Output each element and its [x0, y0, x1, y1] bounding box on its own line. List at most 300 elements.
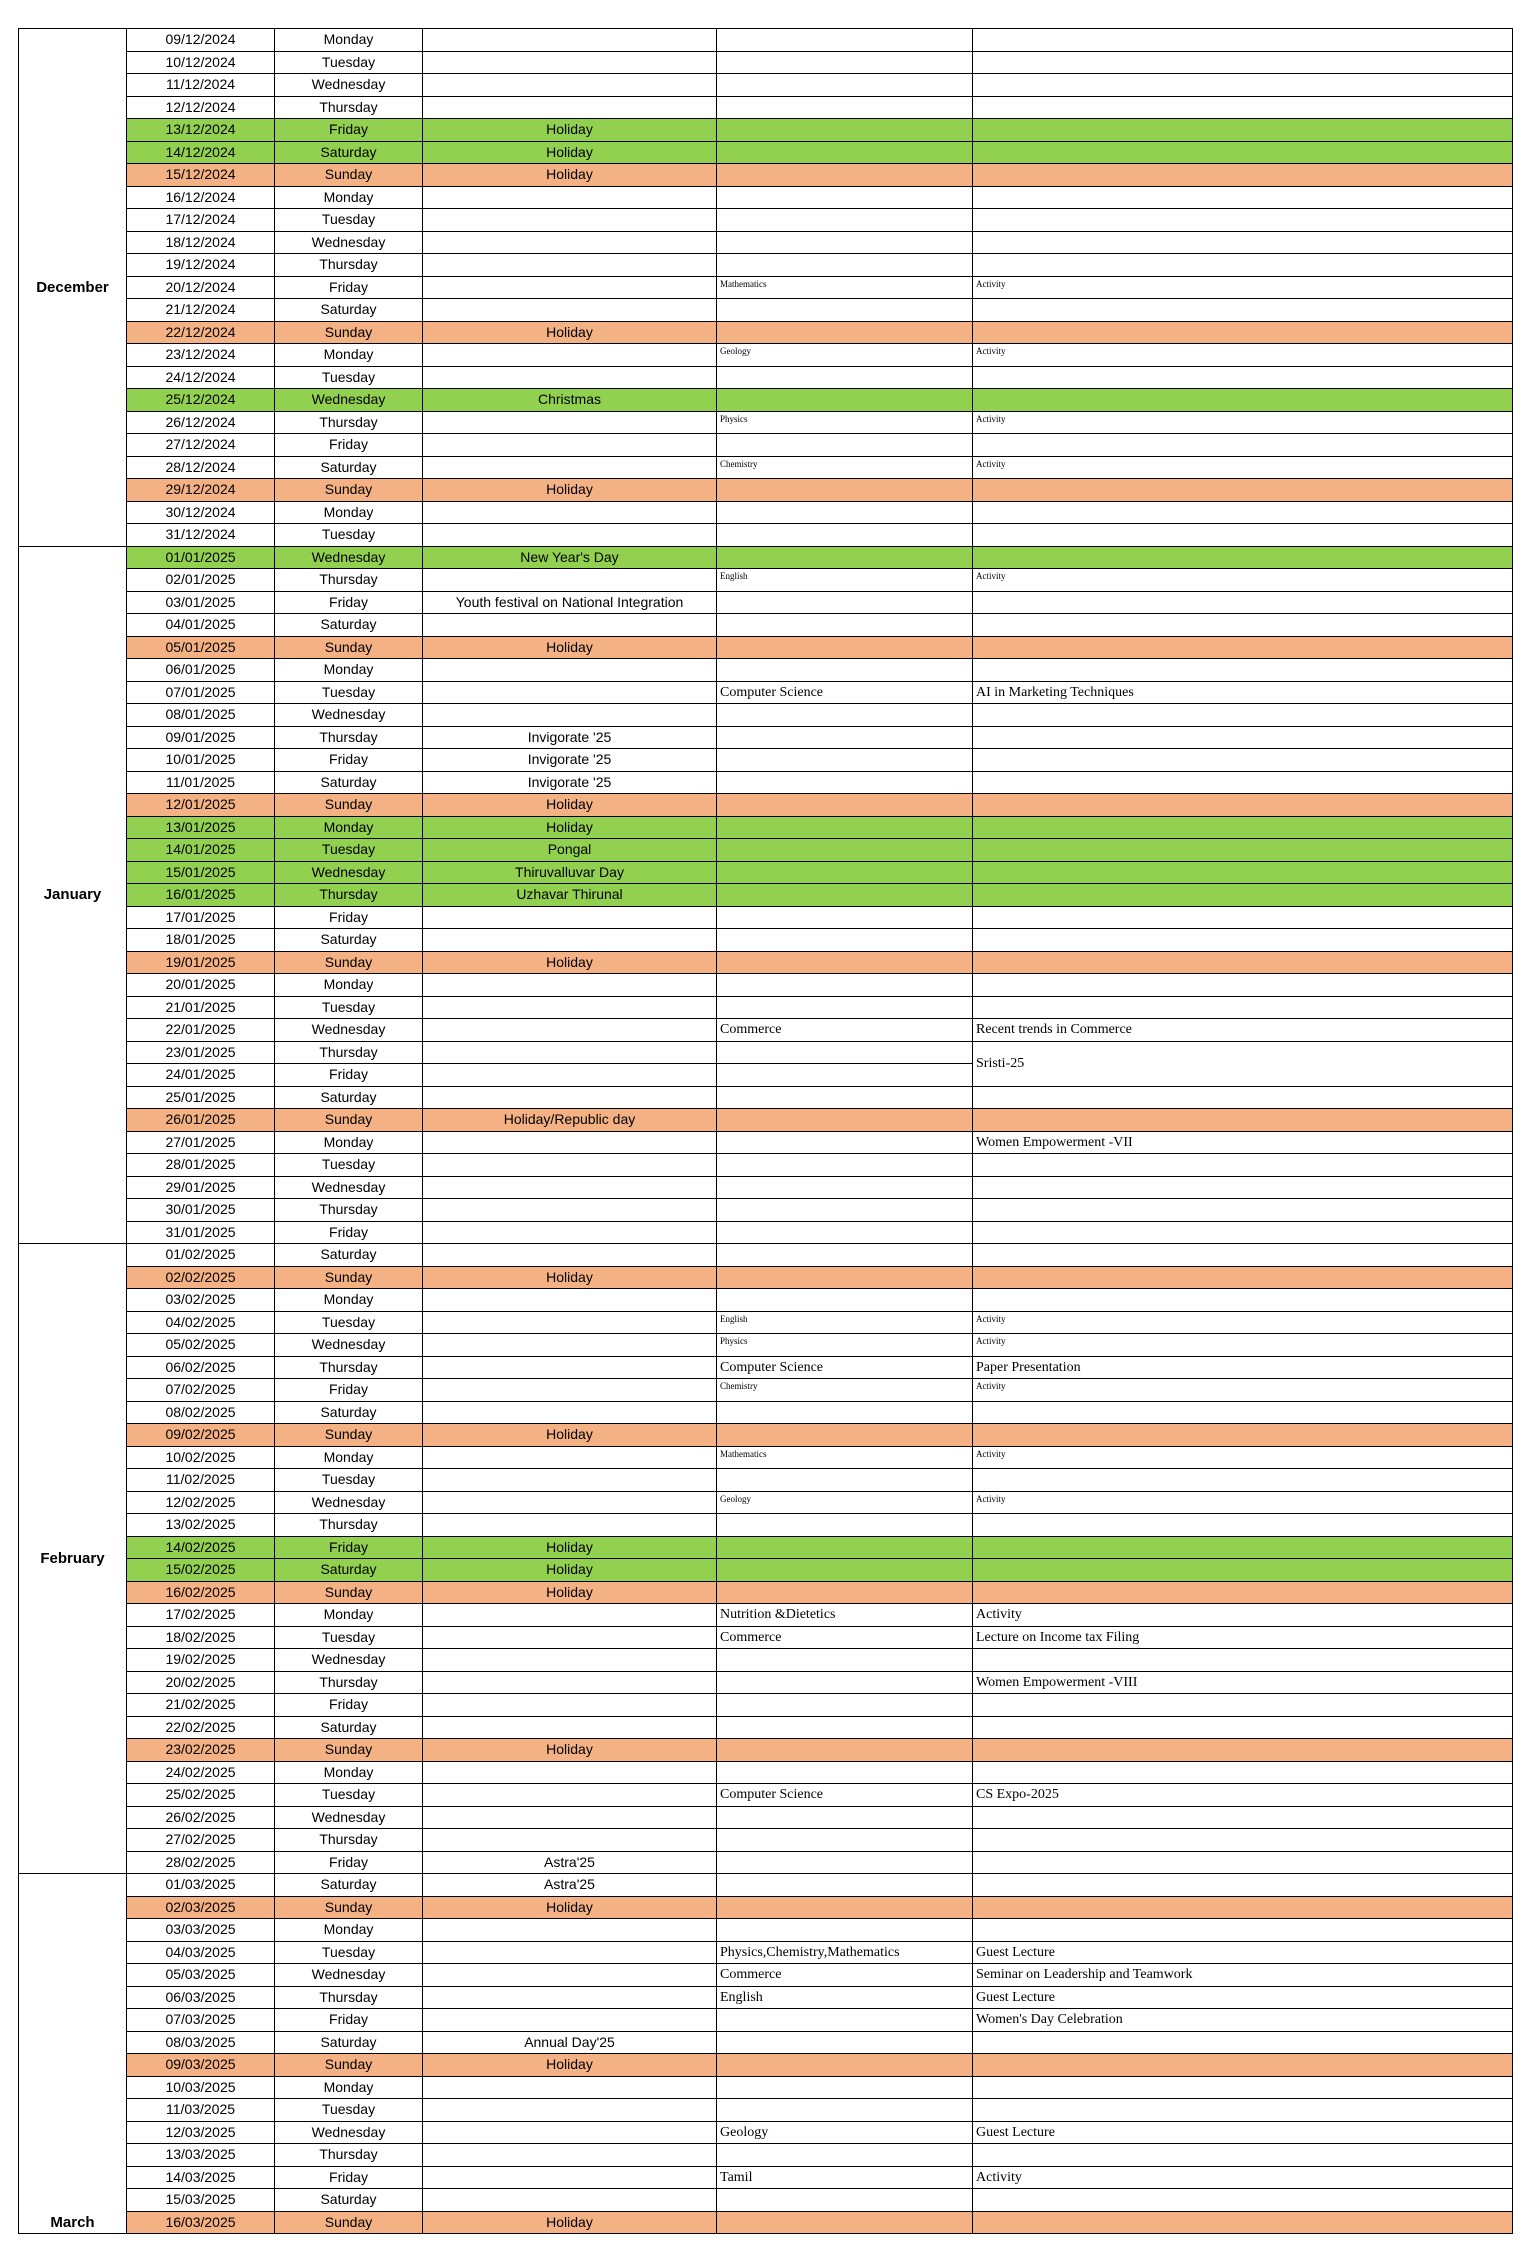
day-cell: Sunday: [275, 2211, 423, 2234]
date-cell: 22/12/2024: [127, 321, 275, 344]
program-cell: [973, 974, 1513, 997]
program-cell: Activity: [973, 276, 1513, 299]
day-cell: Saturday: [275, 299, 423, 322]
event-cell: Holiday: [423, 951, 717, 974]
department-cell: [717, 321, 973, 344]
program-cell: Guest Lecture: [973, 1941, 1513, 1964]
calendar-row: [19, 1626, 1513, 1649]
day-cell: Monday: [275, 2076, 423, 2099]
day-cell: Wednesday: [275, 704, 423, 727]
event-cell: Uzhavar Thirunal: [423, 884, 717, 907]
calendar-row: [19, 344, 1513, 367]
department-cell: [717, 1806, 973, 1829]
day-cell: Thursday: [275, 1986, 423, 2009]
calendar-row: [19, 2166, 1513, 2189]
calendar-row: [19, 1221, 1513, 1244]
department-cell: [717, 1131, 973, 1154]
calendar-row: [19, 2121, 1513, 2144]
event-cell: Thiruvalluvar Day: [423, 861, 717, 884]
department-cell: [717, 749, 973, 772]
event-cell: [423, 1176, 717, 1199]
date-cell: 14/03/2025: [127, 2166, 275, 2189]
day-cell: Saturday: [275, 1874, 423, 1897]
program-cell: [973, 1649, 1513, 1672]
calendar-row: [19, 276, 1513, 299]
program-cell: [973, 704, 1513, 727]
department-cell: [717, 2031, 973, 2054]
date-cell: 09/01/2025: [127, 726, 275, 749]
event-cell: [423, 1289, 717, 1312]
calendar-row: [19, 1559, 1513, 1582]
date-cell: 11/03/2025: [127, 2099, 275, 2122]
program-cell: Activity: [973, 1446, 1513, 1469]
event-cell: [423, 2121, 717, 2144]
date-cell: 10/02/2025: [127, 1446, 275, 1469]
department-cell: Geology: [717, 2121, 973, 2144]
calendar-row: [19, 479, 1513, 502]
event-cell: [423, 1671, 717, 1694]
event-cell: Holiday: [423, 816, 717, 839]
date-cell: 31/12/2024: [127, 524, 275, 547]
program-cell: Lecture on Income tax Filing: [973, 1626, 1513, 1649]
day-cell: Saturday: [275, 771, 423, 794]
program-cell: [973, 1739, 1513, 1762]
department-cell: [717, 636, 973, 659]
date-cell: 17/01/2025: [127, 906, 275, 929]
program-cell: Women Empowerment -VII: [973, 1131, 1513, 1154]
date-cell: 11/01/2025: [127, 771, 275, 794]
calendar-row: [19, 1806, 1513, 1829]
day-cell: Monday: [275, 1761, 423, 1784]
program-cell: [973, 479, 1513, 502]
event-cell: [423, 1379, 717, 1402]
day-cell: Thursday: [275, 1514, 423, 1537]
program-cell: [973, 1176, 1513, 1199]
program-cell: [973, 749, 1513, 772]
department-cell: [717, 839, 973, 862]
department-cell: [717, 1199, 973, 1222]
day-cell: Sunday: [275, 794, 423, 817]
calendar-row: [19, 794, 1513, 817]
date-cell: 15/03/2025: [127, 2189, 275, 2212]
department-cell: English: [717, 1986, 973, 2009]
calendar-row: [19, 816, 1513, 839]
date-cell: 17/12/2024: [127, 209, 275, 232]
calendar-row: [19, 1581, 1513, 1604]
calendar-row: [19, 569, 1513, 592]
event-cell: [423, 1514, 717, 1537]
program-cell: [973, 2054, 1513, 2077]
program-cell: [973, 2211, 1513, 2234]
event-cell: [423, 906, 717, 929]
event-cell: Annual Day'25: [423, 2031, 717, 2054]
date-cell: 29/12/2024: [127, 479, 275, 502]
department-cell: Chemistry: [717, 1379, 973, 1402]
day-cell: Wednesday: [275, 74, 423, 97]
program-cell: [973, 299, 1513, 322]
calendar-row: [19, 614, 1513, 637]
day-cell: Saturday: [275, 141, 423, 164]
event-cell: [423, 524, 717, 547]
program-cell: [973, 366, 1513, 389]
department-cell: [717, 704, 973, 727]
date-cell: 22/02/2025: [127, 1716, 275, 1739]
department-cell: [717, 1559, 973, 1582]
date-cell: 04/03/2025: [127, 1941, 275, 1964]
program-cell: Activity: [973, 456, 1513, 479]
event-cell: New Year's Day: [423, 546, 717, 569]
date-cell: 16/02/2025: [127, 1581, 275, 1604]
event-cell: [423, 209, 717, 232]
department-cell: [717, 1109, 973, 1132]
day-cell: Friday: [275, 119, 423, 142]
day-cell: Thursday: [275, 1671, 423, 1694]
program-cell: [973, 1536, 1513, 1559]
calendar-row: [19, 1244, 1513, 1267]
program-cell: Activity: [973, 1491, 1513, 1514]
date-cell: 23/01/2025: [127, 1041, 275, 1064]
program-cell: [973, 1716, 1513, 1739]
calendar-row: [19, 1469, 1513, 1492]
program-cell: Women Empowerment -VIII: [973, 1671, 1513, 1694]
calendar-row: [19, 1379, 1513, 1402]
event-cell: [423, 1334, 717, 1357]
event-cell: [423, 1986, 717, 2009]
event-cell: [423, 2189, 717, 2212]
program-cell: [973, 1469, 1513, 1492]
day-cell: Friday: [275, 1379, 423, 1402]
department-cell: [717, 1919, 973, 1942]
calendar-row: [19, 29, 1513, 52]
calendar-row: [19, 1986, 1513, 2009]
day-cell: Monday: [275, 501, 423, 524]
event-cell: [423, 1446, 717, 1469]
day-cell: Tuesday: [275, 1311, 423, 1334]
event-cell: [423, 1761, 717, 1784]
calendar-row: [19, 321, 1513, 344]
event-cell: [423, 2166, 717, 2189]
date-cell: 31/01/2025: [127, 1221, 275, 1244]
calendar-row: [19, 726, 1513, 749]
calendar-row: [19, 974, 1513, 997]
event-cell: Invigorate '25: [423, 771, 717, 794]
program-cell: [973, 74, 1513, 97]
date-cell: 10/12/2024: [127, 51, 275, 74]
calendar-row: [19, 1536, 1513, 1559]
event-cell: Holiday: [423, 1739, 717, 1762]
department-cell: [717, 996, 973, 1019]
department-cell: [717, 501, 973, 524]
department-cell: [717, 906, 973, 929]
program-cell: [973, 434, 1513, 457]
date-cell: 25/02/2025: [127, 1784, 275, 1807]
event-cell: [423, 1356, 717, 1379]
date-cell: 18/01/2025: [127, 929, 275, 952]
event-cell: [423, 996, 717, 1019]
day-cell: Wednesday: [275, 1964, 423, 1987]
department-cell: Chemistry: [717, 456, 973, 479]
calendar-row: [19, 636, 1513, 659]
event-cell: [423, 1649, 717, 1672]
program-cell: [973, 1154, 1513, 1177]
event-cell: [423, 1626, 717, 1649]
day-cell: Sunday: [275, 1739, 423, 1762]
department-cell: [717, 771, 973, 794]
department-cell: [717, 1514, 973, 1537]
calendar-row: [19, 96, 1513, 119]
day-cell: Friday: [275, 434, 423, 457]
program-cell: [973, 254, 1513, 277]
department-cell: Commerce: [717, 1019, 973, 1042]
day-cell: Wednesday: [275, 1334, 423, 1357]
event-cell: [423, 1086, 717, 1109]
calendar-row: [19, 254, 1513, 277]
date-cell: 19/01/2025: [127, 951, 275, 974]
event-cell: [423, 51, 717, 74]
department-cell: [717, 794, 973, 817]
date-cell: 08/03/2025: [127, 2031, 275, 2054]
calendar-row: [19, 2076, 1513, 2099]
event-cell: [423, 1919, 717, 1942]
event-cell: [423, 1199, 717, 1222]
day-cell: Sunday: [275, 636, 423, 659]
day-cell: Friday: [275, 591, 423, 614]
day-cell: Saturday: [275, 614, 423, 637]
program-cell: Seminar on Leadership and Teamwork: [973, 1964, 1513, 1987]
date-cell: 21/02/2025: [127, 1694, 275, 1717]
date-cell: 26/12/2024: [127, 411, 275, 434]
department-cell: [717, 2189, 973, 2212]
program-cell: [973, 2189, 1513, 2212]
department-cell: [717, 614, 973, 637]
event-cell: Holiday: [423, 1424, 717, 1447]
day-cell: Monday: [275, 1604, 423, 1627]
day-cell: Friday: [275, 276, 423, 299]
department-cell: English: [717, 1311, 973, 1334]
department-cell: [717, 479, 973, 502]
day-cell: Sunday: [275, 1109, 423, 1132]
date-cell: 30/01/2025: [127, 1199, 275, 1222]
day-cell: Wednesday: [275, 2121, 423, 2144]
program-cell: [973, 29, 1513, 52]
date-cell: 02/01/2025: [127, 569, 275, 592]
program-cell: AI in Marketing Techniques: [973, 681, 1513, 704]
department-cell: Geology: [717, 344, 973, 367]
calendar-row: [19, 2211, 1513, 2234]
date-cell: 03/02/2025: [127, 1289, 275, 1312]
day-cell: Sunday: [275, 1424, 423, 1447]
department-cell: [717, 29, 973, 52]
date-cell: 03/03/2025: [127, 1919, 275, 1942]
event-cell: [423, 276, 717, 299]
event-cell: [423, 659, 717, 682]
date-cell: 13/03/2025: [127, 2144, 275, 2167]
department-cell: [717, 1176, 973, 1199]
date-cell: 06/02/2025: [127, 1356, 275, 1379]
calendar-row: [19, 186, 1513, 209]
month-label: December: [19, 29, 127, 547]
calendar-row: [19, 231, 1513, 254]
date-cell: 24/02/2025: [127, 1761, 275, 1784]
department-cell: [717, 1671, 973, 1694]
calendar-row: [19, 2189, 1513, 2212]
event-cell: Holiday: [423, 141, 717, 164]
day-cell: Thursday: [275, 884, 423, 907]
department-cell: [717, 51, 973, 74]
calendar-row: [19, 1739, 1513, 1762]
department-cell: Nutrition &Dietetics: [717, 1604, 973, 1627]
date-cell: 09/02/2025: [127, 1424, 275, 1447]
date-cell: 02/03/2025: [127, 1896, 275, 1919]
day-cell: Friday: [275, 749, 423, 772]
program-cell: [973, 321, 1513, 344]
event-cell: [423, 29, 717, 52]
date-cell: 15/12/2024: [127, 164, 275, 187]
date-cell: 16/03/2025: [127, 2211, 275, 2234]
department-cell: [717, 861, 973, 884]
date-cell: 12/03/2025: [127, 2121, 275, 2144]
program-cell: [973, 996, 1513, 1019]
date-cell: 12/02/2025: [127, 1491, 275, 1514]
program-cell: [973, 1424, 1513, 1447]
calendar-row: [19, 659, 1513, 682]
event-cell: Youth festival on National Integration: [423, 591, 717, 614]
department-cell: [717, 951, 973, 974]
event-cell: [423, 1469, 717, 1492]
date-cell: 26/02/2025: [127, 1806, 275, 1829]
event-cell: [423, 1041, 717, 1064]
calendar-row: [19, 749, 1513, 772]
department-cell: [717, 254, 973, 277]
date-cell: 24/01/2025: [127, 1064, 275, 1087]
calendar-row: [19, 771, 1513, 794]
program-cell: [973, 1761, 1513, 1784]
department-cell: [717, 141, 973, 164]
program-cell: [973, 771, 1513, 794]
calendar-row: [19, 546, 1513, 569]
event-cell: [423, 366, 717, 389]
calendar-row: [19, 1086, 1513, 1109]
program-cell: [973, 951, 1513, 974]
day-cell: Tuesday: [275, 681, 423, 704]
calendar-row: [19, 1199, 1513, 1222]
event-cell: Holiday: [423, 2054, 717, 2077]
program-cell: Activity: [973, 344, 1513, 367]
department-cell: [717, 96, 973, 119]
event-cell: [423, 456, 717, 479]
date-cell: 15/01/2025: [127, 861, 275, 884]
day-cell: Monday: [275, 186, 423, 209]
day-cell: Sunday: [275, 1581, 423, 1604]
program-cell: [973, 1874, 1513, 1897]
academic-calendar-table: [18, 28, 1513, 2234]
calendar-row: [19, 1851, 1513, 1874]
day-cell: Tuesday: [275, 524, 423, 547]
calendar-row: [19, 164, 1513, 187]
event-cell: [423, 1829, 717, 1852]
calendar-row: [19, 1041, 1513, 1064]
day-cell: Wednesday: [275, 1649, 423, 1672]
date-cell: 25/12/2024: [127, 389, 275, 412]
day-cell: Wednesday: [275, 861, 423, 884]
department-cell: [717, 1064, 973, 1087]
event-cell: [423, 411, 717, 434]
date-cell: 06/03/2025: [127, 1986, 275, 2009]
department-cell: Tamil: [717, 2166, 973, 2189]
calendar-row: [19, 299, 1513, 322]
program-cell: [973, 1851, 1513, 1874]
department-cell: [717, 1649, 973, 1672]
program-cell: [973, 546, 1513, 569]
calendar-row: [19, 366, 1513, 389]
event-cell: Christmas: [423, 389, 717, 412]
program-cell: [973, 164, 1513, 187]
department-cell: [717, 1829, 973, 1852]
calendar-row: [19, 524, 1513, 547]
event-cell: [423, 1311, 717, 1334]
department-cell: Mathematics: [717, 1446, 973, 1469]
date-cell: 19/02/2025: [127, 1649, 275, 1672]
date-cell: 08/01/2025: [127, 704, 275, 727]
calendar-row: [19, 2054, 1513, 2077]
day-cell: Friday: [275, 2166, 423, 2189]
date-cell: 26/01/2025: [127, 1109, 275, 1132]
calendar-row: [19, 501, 1513, 524]
event-cell: Astra'25: [423, 1874, 717, 1897]
date-cell: 27/12/2024: [127, 434, 275, 457]
event-cell: Holiday: [423, 1266, 717, 1289]
program-cell: [973, 1919, 1513, 1942]
month-label: March: [19, 1874, 127, 2234]
date-cell: 13/12/2024: [127, 119, 275, 142]
program-cell: [973, 906, 1513, 929]
day-cell: Friday: [275, 1536, 423, 1559]
department-cell: [717, 1874, 973, 1897]
event-cell: [423, 569, 717, 592]
department-cell: [717, 2054, 973, 2077]
day-cell: Tuesday: [275, 1469, 423, 1492]
event-cell: Holiday: [423, 794, 717, 817]
program-cell: [973, 1086, 1513, 1109]
calendar-row: [19, 839, 1513, 862]
day-cell: Thursday: [275, 96, 423, 119]
event-cell: [423, 681, 717, 704]
calendar-row: [19, 591, 1513, 614]
program-cell: [973, 884, 1513, 907]
department-cell: [717, 1154, 973, 1177]
calendar-row: [19, 1919, 1513, 1942]
date-cell: 07/02/2025: [127, 1379, 275, 1402]
program-cell: Activity: [973, 569, 1513, 592]
department-cell: [717, 1469, 973, 1492]
day-cell: Friday: [275, 1694, 423, 1717]
calendar-row: [19, 209, 1513, 232]
day-cell: Sunday: [275, 951, 423, 974]
program-cell: [973, 1829, 1513, 1852]
department-cell: Physics: [717, 411, 973, 434]
program-cell: [973, 591, 1513, 614]
calendar-row: [19, 1356, 1513, 1379]
department-cell: [717, 209, 973, 232]
calendar-row: [19, 434, 1513, 457]
program-cell: Activity: [973, 1334, 1513, 1357]
department-cell: Mathematics: [717, 276, 973, 299]
day-cell: Saturday: [275, 1244, 423, 1267]
program-cell: Sristi-25: [973, 1041, 1513, 1086]
program-cell: [973, 524, 1513, 547]
event-cell: Invigorate '25: [423, 726, 717, 749]
department-cell: [717, 231, 973, 254]
